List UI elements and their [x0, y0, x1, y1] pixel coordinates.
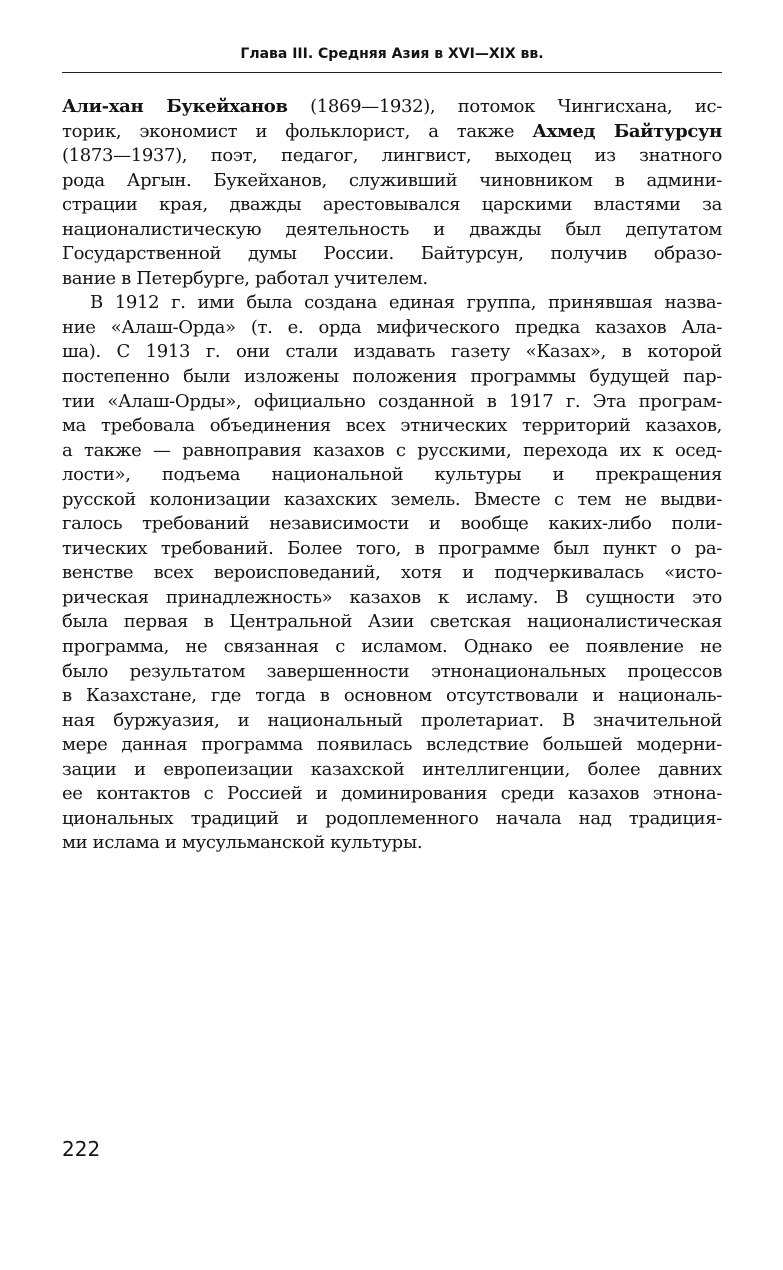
text-segment: в Казахстане, где тогда в основном отсутствовали и националь-: [62, 685, 722, 707]
text-line: [62, 758, 722, 783]
paragraph: [62, 95, 722, 291]
text-segment: постепенно были изложены положения программы будущей пар-: [62, 366, 722, 388]
text-line: [62, 733, 722, 758]
text-line: [62, 635, 722, 660]
text-segment: было результатом завершенности этнонациональных процессов: [62, 660, 722, 682]
text-line: [62, 291, 722, 316]
text-segment: лости», подъема национальной культуры и прекращения: [62, 464, 722, 486]
text-line: [62, 782, 722, 807]
running-header: Глава III. Средняя Азия в XVI—XIX вв.: [240, 46, 544, 62]
text-line: [62, 390, 722, 415]
text-line: [62, 95, 722, 120]
page-number: 222: [62, 1137, 101, 1161]
text-segment: ее контактов с Россией и доминирования среди казахов этнона-: [62, 783, 722, 805]
text-line: [62, 586, 722, 611]
text-line: [62, 488, 722, 513]
text-line: [62, 439, 722, 464]
text-segment: рода Аргын. Букейханов, служивший чиновником в админи-: [62, 169, 722, 191]
text-line: [62, 463, 722, 488]
text-segment: а также — равноправия казахов с русскими, перехода их к осед-: [62, 439, 722, 461]
text-line: [62, 414, 722, 439]
text-segment: ная буржуазия, и национальный пролетариат. В значительной: [62, 709, 722, 731]
text-line: [62, 316, 722, 341]
text-segment: ма требовала объединения всех этнических территорий казахов,: [62, 415, 722, 437]
text-segment: тии «Алаш-Орды», официально созданной в 1917 г. Эта програм-: [62, 390, 722, 412]
text-line: [62, 169, 722, 194]
text-line: [62, 242, 722, 267]
text-segment: ша). С 1913 г. они стали издавать газету «Казах», в которой: [62, 341, 722, 363]
text-line: [62, 684, 722, 709]
bold-name: Али-хан Букейханов: [62, 96, 288, 117]
text-segment: (1869—1932), потомок Чингисхана, ис-: [287, 96, 722, 117]
text-segment: циональных традиций и родоплеменного начала над традиция-: [62, 807, 722, 829]
text-line: [62, 610, 722, 635]
text-segment: рическая принадлежность» казахов к исламу. В сущности это: [62, 586, 722, 608]
header-divider: [62, 72, 722, 73]
text-segment: была первая в Центральной Азии светская националистическая: [62, 611, 722, 633]
text-segment: торик, экономист и фольклорист, а также: [62, 120, 533, 142]
text-segment: галось требований независимости и вообще каких-либо поли-: [62, 513, 722, 535]
text-line: [62, 120, 722, 145]
paragraph: [62, 291, 722, 856]
text-segment: страции края, дважды арестовывался царскими властями за: [62, 194, 722, 216]
text-line: [62, 537, 722, 562]
text-segment: зации и европеизации казахской интеллигенции, более давних: [62, 758, 722, 780]
text-line: [62, 660, 722, 685]
text-segment: ми ислама и мусульманской культуры.: [62, 832, 423, 854]
text-segment: тических требований. Более того, в программе был пункт о ра-: [62, 537, 722, 559]
text-segment: вание в Петербурге, работал учителем.: [62, 267, 428, 289]
text-segment: программа, не связанная с исламом. Однако ее появление не: [62, 636, 722, 658]
text-line: [62, 512, 722, 537]
text-line: [62, 561, 722, 586]
text-segment: Государственной думы России. Байтурсун, получив образо-: [62, 243, 722, 265]
text-segment: националистическую деятельность и дважды был депутатом: [62, 218, 722, 240]
text-line: [62, 218, 722, 243]
bold-name: Ахмед Байтурсун: [532, 120, 722, 142]
text-segment: мере данная программа появилась вследствие большей модерни-: [62, 734, 722, 756]
text-line: [62, 193, 722, 218]
text-line: [62, 709, 722, 734]
text-line: [62, 144, 722, 169]
text-segment: В 1912 г. ими была создана единая группа, принявшая назва-: [90, 292, 722, 314]
text-line: [62, 831, 722, 856]
text-line: [62, 807, 722, 832]
text-segment: ние «Алаш-Орда» (т. е. орда мифического предка казахов Ала-: [62, 316, 722, 338]
body-text: [62, 95, 722, 856]
text-segment: (1873—1937), поэт, педагог, лингвист, выходец из знатного: [62, 145, 722, 167]
text-line: [62, 340, 722, 365]
text-line: [62, 267, 722, 292]
text-segment: венстве всех вероисповеданий, хотя и подчеркивалась «исто-: [62, 562, 722, 584]
text-segment: русской колонизации казахских земель. Вместе с тем не выдви-: [62, 488, 722, 510]
text-line: [62, 365, 722, 390]
